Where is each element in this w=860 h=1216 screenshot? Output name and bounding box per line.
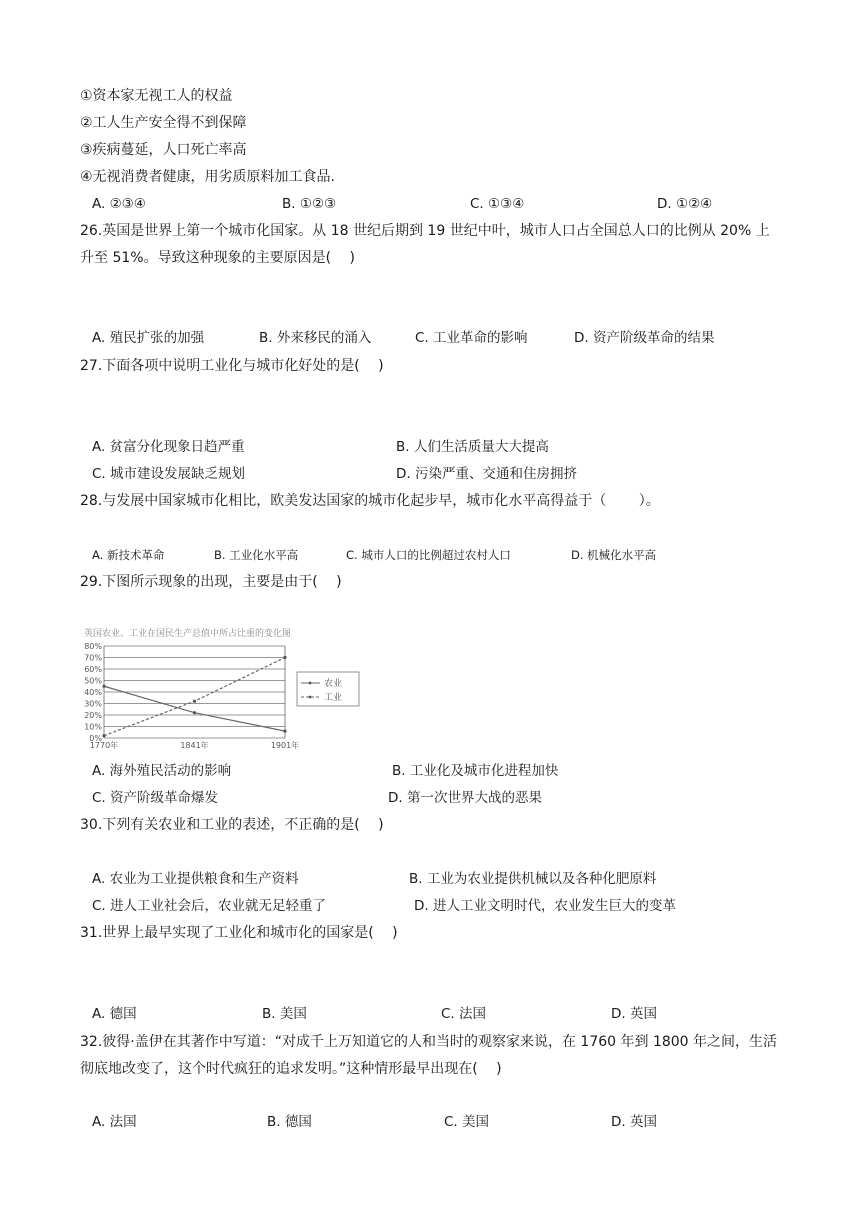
data-point	[283, 730, 286, 733]
q31-option-b[interactable]: B. 美国	[262, 1006, 307, 1022]
q28-option-d[interactable]: D. 机械化水平高	[571, 548, 657, 562]
q31-stem: 31.世界上最早实现了工业化和城市化的国家是( )	[80, 925, 398, 941]
legend-label: 农业	[324, 679, 343, 689]
data-point	[102, 685, 105, 688]
q27-option-b[interactable]: B. 人们生活质量大大提高	[396, 439, 549, 455]
q27-option-c[interactable]: C. 城市建设发展缺乏规划	[92, 466, 246, 482]
q25-option-d[interactable]: D. ①②④	[657, 196, 713, 212]
y-tick-label: 30%	[84, 699, 102, 709]
chart-legend	[297, 672, 359, 706]
q30-stem: 30.下列有关农业和工业的表述，不正确的是( )	[80, 817, 384, 833]
q30-option-d[interactable]: D. 进人工业文明时代，农业发生巨大的变革	[414, 898, 676, 914]
q30-option-b[interactable]: B. 工业为农业提供机械以及各种化肥原料	[409, 871, 657, 887]
chart-svg	[80, 626, 364, 750]
q31-option-a[interactable]: A. 德国	[92, 1006, 137, 1022]
statement-3: ③疾病蔓延，人口死亡率高	[80, 142, 247, 158]
q25-option-a[interactable]: A. ②③④	[92, 196, 146, 212]
x-tick-label: 1770年	[89, 741, 119, 750]
legend-marker	[309, 682, 312, 685]
q30-option-a[interactable]: A. 农业为工业提供粮食和生产资料	[92, 871, 299, 887]
data-point	[102, 734, 105, 737]
data-point	[283, 656, 286, 659]
q27-stem: 27.下面各项中说明工业化与城市化好处的是( )	[80, 358, 384, 374]
q26-stem: 26.英国是世界上第一个城市化国家。从 18 世纪后期到 19 世纪中叶，城市人口占全国总人口的比例从 20% 上升至 51%。导致这种现象的主要原因是( )	[80, 223, 770, 266]
q28-option-c[interactable]: C. 城市人口的比例超过农村人口	[346, 548, 511, 562]
chart-title: 英国农业、工业在国民生产总值中所占比重的变化图	[84, 629, 292, 639]
q25-option-c[interactable]: C. ①③④	[470, 196, 525, 212]
q26-option-a[interactable]: A. 殖民扩张的加强	[92, 330, 205, 346]
q32-stem: 32.彼得·盖伊在其著作中写道：“对成千上万知道它的人和当时的观察家来说，在 1760 年到 1800 年之间，生活彻底地改变了，这个时代疯狂的追求发明。”这种情形最早出现在( )	[80, 1034, 778, 1077]
q26-option-c[interactable]: C. 工业革命的影响	[415, 330, 528, 346]
statement-4: ④无视消费者健康，用劣质原料加工食品.	[80, 169, 335, 185]
y-tick-label: 40%	[84, 688, 102, 697]
x-tick-label: 1901年	[270, 741, 300, 750]
x-axis-ticks	[90, 740, 299, 750]
q32-option-a[interactable]: A. 法国	[92, 1114, 137, 1130]
q27-option-a[interactable]: A. 贫富分化现象日趋严重	[92, 439, 245, 455]
data-point	[193, 711, 196, 714]
q32-option-c[interactable]: C. 美国	[444, 1114, 490, 1130]
q28-stem: 28.与发展中国家城市化相比，欧美发达国家的城市化起步早，城市化水平高得益于（ ）。	[80, 493, 660, 509]
y-tick-label: 0%	[89, 734, 102, 743]
y-tick-label: 80%	[84, 642, 102, 651]
q28-option-b[interactable]: B. 工业化水平高	[214, 548, 299, 562]
q31-option-c[interactable]: C. 法国	[441, 1006, 487, 1022]
q26-option-d[interactable]: D. 资产阶级革命的结果	[574, 330, 715, 346]
statement-1: ①资本家无视工人的权益	[80, 88, 233, 104]
statement-2: ②工人生产安全得不到保障	[80, 115, 247, 131]
q29-option-a[interactable]: A. 海外殖民活动的影响	[92, 763, 232, 779]
y-tick-label: 10%	[84, 722, 102, 732]
y-tick-label: 20%	[84, 711, 102, 720]
y-axis-ticks	[84, 642, 102, 743]
q29-stem: 29.下图所示现象的出现，主要是由于( )	[80, 574, 342, 590]
y-tick-label: 60%	[84, 665, 102, 674]
q28-option-a[interactable]: A. 新技术革命	[92, 548, 165, 562]
q32-option-b[interactable]: B. 德国	[267, 1114, 312, 1130]
q29-option-d[interactable]: D. 第一次世界大战的恶果	[388, 790, 542, 806]
line-chart	[80, 626, 364, 750]
y-tick-label: 50%	[84, 676, 102, 686]
chart-series	[102, 656, 286, 737]
data-point	[193, 700, 196, 703]
legend-label: 工业	[324, 693, 343, 703]
chart-grid	[104, 646, 285, 738]
q27-option-d[interactable]: D. 污染严重、交通和住房拥挤	[396, 466, 577, 482]
q26-option-b[interactable]: B. 外来移民的涌入	[259, 330, 372, 346]
q29-option-b[interactable]: B. 工业化及城市化进程加快	[392, 763, 559, 779]
q30-option-c[interactable]: C. 进人工业社会后，农业就无足轻重了	[92, 898, 327, 914]
y-tick-label: 70%	[84, 653, 102, 663]
legend-marker	[309, 696, 312, 699]
x-tick-label: 1841年	[180, 741, 209, 750]
q31-option-d[interactable]: D. 英国	[611, 1006, 657, 1022]
q29-option-c[interactable]: C. 资产阶级革命爆发	[92, 790, 219, 806]
series-line-agriculture	[104, 686, 285, 731]
q32-option-d[interactable]: D. 英国	[611, 1114, 657, 1130]
q25-option-b[interactable]: B. ①②③	[282, 196, 337, 212]
